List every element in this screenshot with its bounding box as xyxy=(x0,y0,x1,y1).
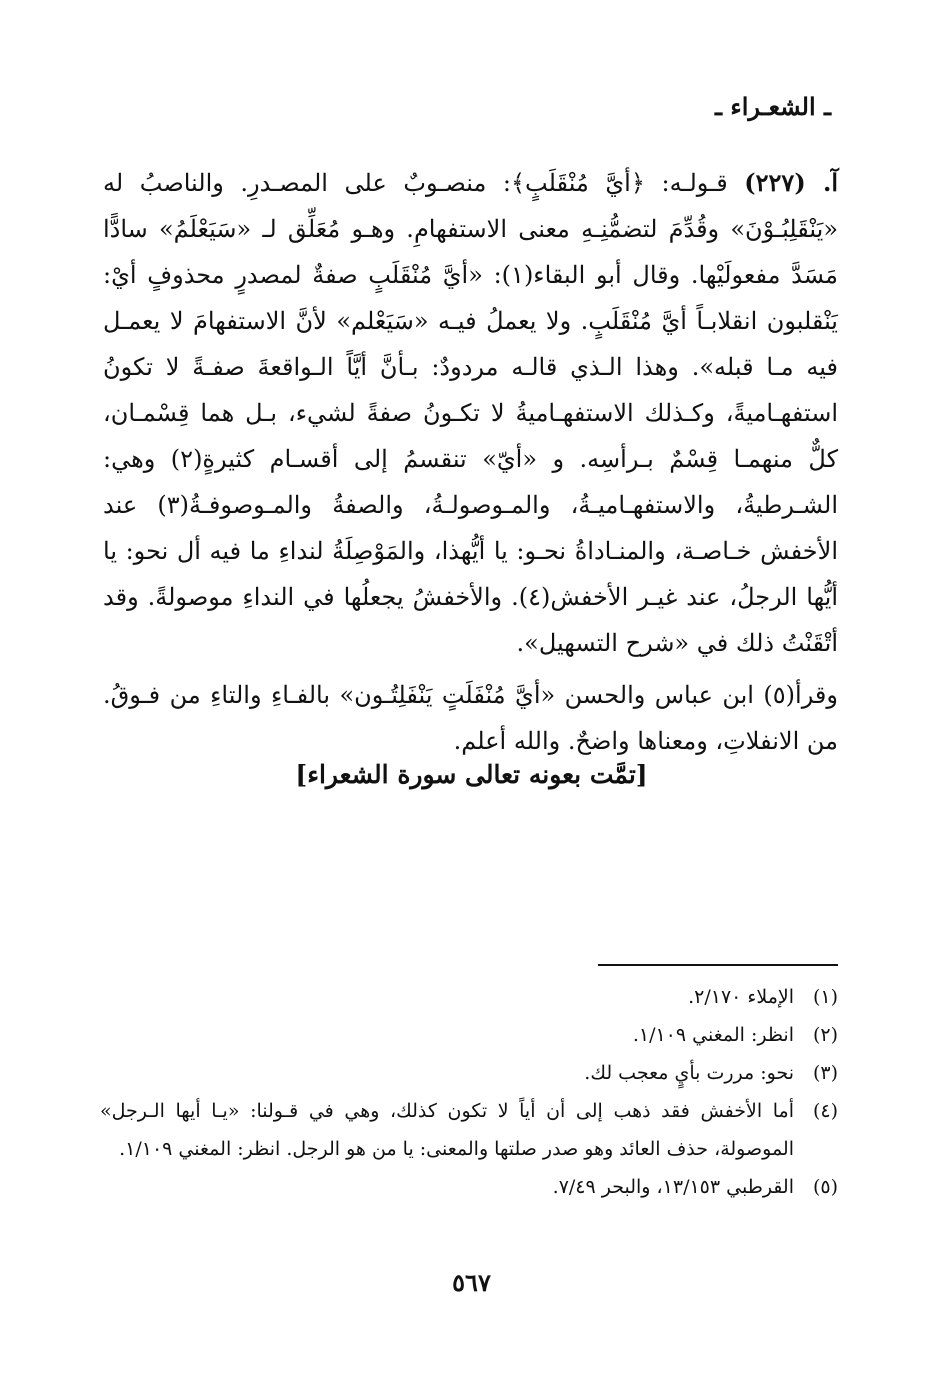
footnote-item xyxy=(100,1054,838,1092)
footnotes xyxy=(100,978,838,1206)
footnote-text: انظر: المغني ١/١٠٩. xyxy=(632,1024,794,1046)
footnote-text: الإملاء ٢/١٧٠. xyxy=(688,986,794,1008)
commentary-paragraph-2: وقرأ(٥) ابن عباس والحسن «أيَّ مُنْفَلَتٍ يَنْفَلِتُـون» بالفـاءِ والتاءِ من فـوقُ. من الانفلاتِ، ومعناها واضحٌ. والله أعلم. xyxy=(103,681,838,755)
main-text xyxy=(103,160,838,764)
footnote-text: نحو: مررت بأيٍ معجب لك. xyxy=(584,1062,794,1084)
footnote-number: (١) xyxy=(812,986,838,1008)
footnote-number: (٢) xyxy=(812,1024,838,1046)
footnote-item xyxy=(100,1168,838,1206)
footnote-text: أما الأخفش فقد ذهب إلى أن أياً لا تكون كذلك، وهي في قـولنا: «يـا أيها الـرجل» الموصولة، حذف العائد وهو صدر صلتها والمعنى: يا من هو الرجل. انظر: المغني ١/١٠٩. xyxy=(100,1100,794,1160)
footnote-number: (٤) xyxy=(812,1100,838,1122)
page-number: ٥٦٧ xyxy=(452,1268,491,1297)
running-header: ـ الشعـراء ـ xyxy=(715,92,831,121)
commentary-text: قـولـه: ﴿أيَّ مُنْقَلَبٍ﴾: منصـوبٌ على المصـدرِ. والناصبُ له «يَنْقَلِبُـوْنَ» وقُدِّمَ لتضمُّنِـهِ معنى الاستفهامِ. وهـو مُعَلِّق لـ «سَيَعْلَمُ» سادًّا مَسَدَّ مفعولَيْها. وقال أبو البقاء(١): «أيَّ مُنْقَلَبٍ صفةٌ لمصدرٍ محذوفٍ أيْ: يَنْقلبون انقلابـاً أيَّ مُنْقَلَبٍ. ولا يعملُ فيـه «سَيَعْلم» لأنَّ الاستفهامَ لا يعمـل فيه مـا قبله». وهذا الـذي قالـه مردودٌ: بـأنَّ أيَّاً الـواقعةَ صفـةً لا تكونُ استفهـاميةً، وكـذلك الاستفهـاميةُ لا تكـونُ صفةً لشيء، بـل هما قِسْمـان، كلٌّ منهمـا قِسْمٌ بـرأسِه. و «أيّ» تنقسمُ إلى أقسـام كثيرةٍ(٢) وهي: الشـرطيةُ، والاستفهـاميـةُ، والمـوصولـةُ، والصفةُ والمـوصوفـةُ(٣) عند الأخفش خـاصـة، والمنـاداةُ نحـو: يا أيُّهذا، والمَوْصِلَةُ لنداءِ ما فيه أل نحو: يا أيُّها الرجلُ، عند غيـر الأخفش(٤). والأخفشُ يجعلُها في النداءِ موصولةً. وقد أتْقَنْتُ ذلك في «شرح التسهيل». xyxy=(103,169,839,657)
footnote-item xyxy=(100,1092,838,1168)
surah-closing-note: [تمَّت بعونه تعالى سورة الشعراء] xyxy=(295,760,648,789)
footnote-number: (٥) xyxy=(812,1176,838,1198)
verse-number: آ. (٢٢٧) xyxy=(744,168,839,197)
footnote-separator xyxy=(598,964,838,966)
footnote-item xyxy=(100,978,838,1016)
footnote-number: (٣) xyxy=(812,1062,838,1084)
footnote-text: القرطبي ١٣/١٥٣، والبحر ٧/٤٩. xyxy=(552,1176,794,1198)
commentary-paragraph-1 xyxy=(103,160,838,666)
footnote-item xyxy=(100,1016,838,1054)
